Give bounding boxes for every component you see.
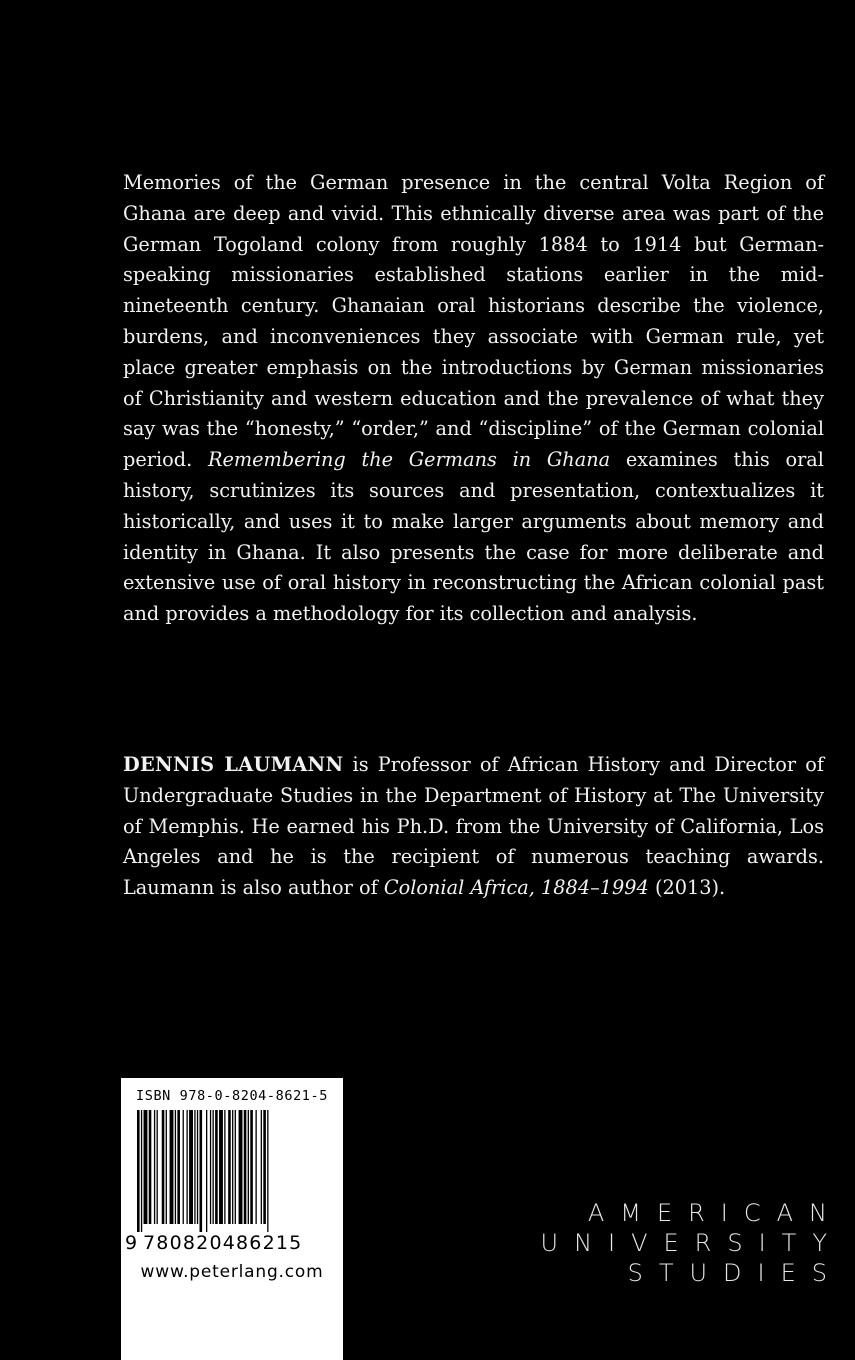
barcode-bar <box>267 1110 268 1232</box>
barcode-bar <box>232 1110 233 1224</box>
barcode-bar <box>149 1110 152 1224</box>
barcode-digits-rest: 780820486215 <box>143 1232 303 1254</box>
barcode-bar <box>228 1110 231 1224</box>
series-name <box>540 1198 843 1288</box>
book-description <box>123 168 824 630</box>
barcode-bar <box>206 1110 207 1232</box>
author-bio <box>123 750 824 904</box>
barcode-panel <box>121 1078 343 1360</box>
barcode-bar <box>157 1110 158 1224</box>
barcode-bar <box>166 1110 167 1224</box>
publisher-url: www.peterlang.com <box>140 1262 324 1282</box>
barcode-bar <box>261 1110 262 1224</box>
barcode-bar <box>189 1110 193 1224</box>
barcode-bar <box>200 1110 203 1232</box>
barcode-bar <box>144 1110 148 1224</box>
barcode-bar <box>263 1110 266 1224</box>
barcode-bar <box>250 1110 253 1224</box>
barcode-bar <box>255 1110 256 1224</box>
barcode-bar <box>170 1110 174 1224</box>
barcode-bar <box>213 1110 214 1224</box>
barcode-bar <box>244 1110 247 1224</box>
description-text-2: examines this oral history, scrutinizes its sources and presentation, contextualizes it historically, and uses it to make larger arguments about memory and identity in Ghana. It also presents the case for more deliberate and extensive use of oral history in reconstructing the African colonial past and provides a methodology for its collection and analysis. <box>123 448 824 626</box>
description-text-1: Memories of the German presence in the central Volta Region of Ghana are deep and vivid. This ethnically diverse area was part of the German Togoland colony from roughly 1884 to 1914 but German-speaking missionaries established stations earlier in the mid-nineteenth century. Ghanaian oral historians describe the violence, burdens, and inconveniences they associate with German rule, yet place greater emphasis on the introductions by German missionaries of Christianity and western education and the prevalence of what they say was the “honesty,” “order,” and “discipline” of the German colonial period. <box>123 171 824 472</box>
isbn-label: ISBN 978-0-8204-8621-5 <box>135 1088 328 1104</box>
barcode-bar <box>175 1110 176 1224</box>
barcode-bar <box>235 1110 236 1224</box>
author-name: DENNIS LAUMANN <box>123 753 344 776</box>
book-title: Remembering the Germans in Ghana <box>207 448 611 472</box>
series-line-2: UNIVERSITY <box>540 1229 843 1257</box>
barcode-icon <box>135 1110 329 1232</box>
barcode-bar <box>183 1110 184 1224</box>
barcode-bar <box>197 1110 198 1224</box>
barcode-bar <box>141 1110 142 1232</box>
barcode-bar <box>154 1110 155 1224</box>
barcode-bar <box>177 1110 180 1224</box>
barcode-bar <box>194 1110 195 1224</box>
other-book-title: Colonial Africa, 1884–1994 <box>383 876 649 900</box>
barcode-bar <box>186 1110 187 1224</box>
barcode-bar <box>162 1110 165 1224</box>
bio-text-1: is Professor of African History and Director of Undergraduate Studies in the Department of History at The University of Memphis. He earned his Ph.D. from the University of California, Los Angeles and he is the recipient of numerous teaching awards. Laumann is also author of <box>123 753 824 900</box>
barcode-bar <box>239 1110 243 1224</box>
barcode-first-digit: 9 <box>125 1232 139 1254</box>
barcode-bar <box>248 1110 249 1224</box>
series-line-1: AMERICAN <box>587 1199 843 1227</box>
barcode-bar <box>219 1110 223 1224</box>
series-line-3: STUDIES <box>627 1259 843 1287</box>
barcode-bar <box>210 1110 211 1224</box>
barcode-bar <box>224 1110 225 1224</box>
barcode-bar <box>215 1110 218 1224</box>
bio-text-2: (2013). <box>648 876 726 900</box>
barcode-bar <box>137 1110 140 1232</box>
